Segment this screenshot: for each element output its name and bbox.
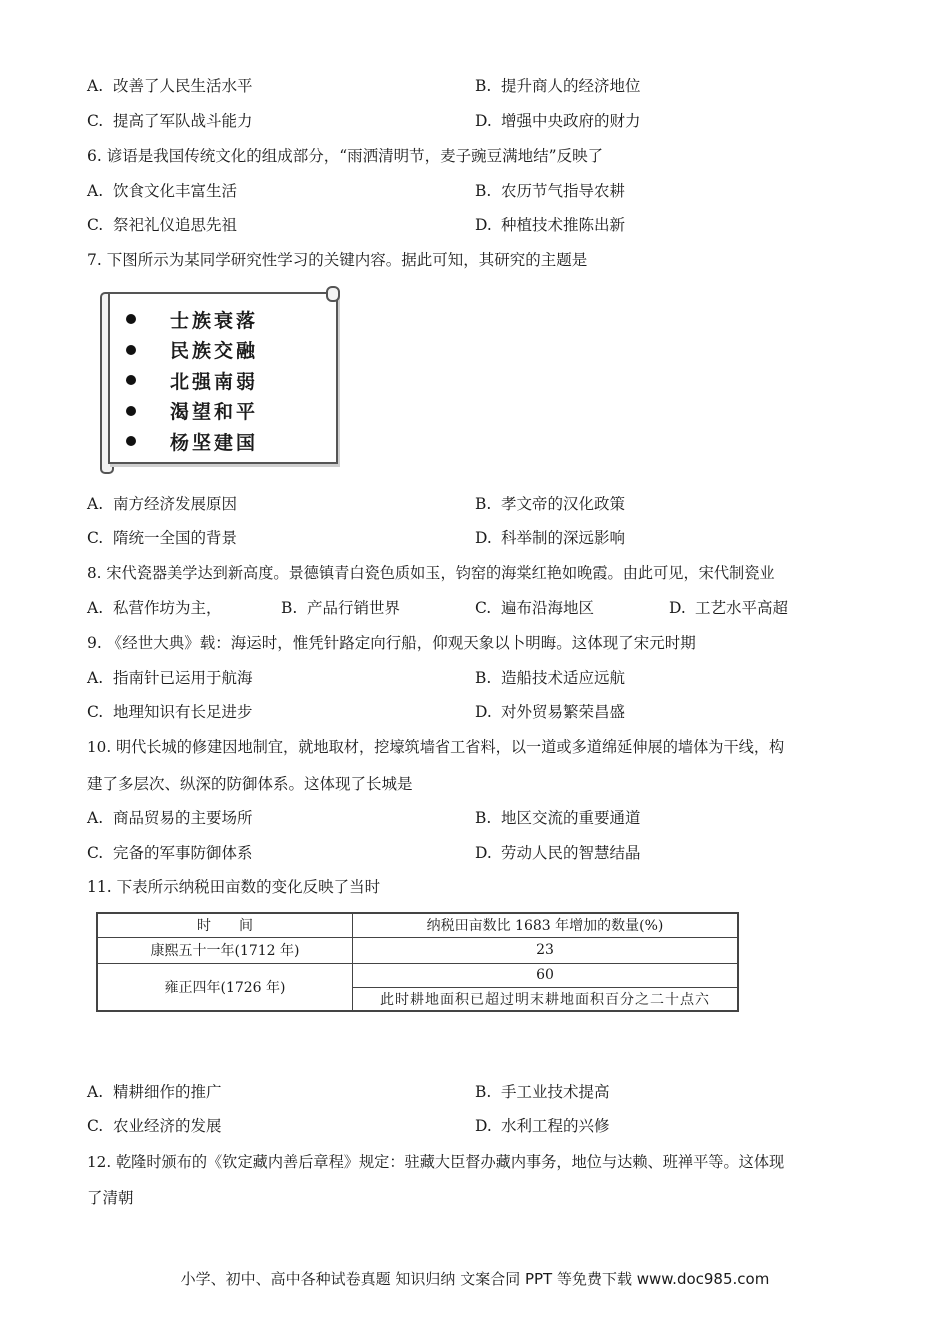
q11-option-d: D. 水利工程的兴修 xyxy=(475,1117,610,1135)
q5-option-a: A. 改善了人民生活水平 xyxy=(87,77,253,95)
q9-option-c: C. 地理知识有长足进步 xyxy=(87,703,253,721)
bullet-icon xyxy=(126,406,136,416)
q5-option-d: D. 增强中央政府的财力 xyxy=(475,112,641,130)
bullet-icon xyxy=(126,345,136,355)
q6-option-d: D. 种植技术推陈出新 xyxy=(475,216,626,234)
q11-option-b: B. 手工业技术提高 xyxy=(475,1083,610,1101)
scroll-roll-right xyxy=(326,286,340,302)
q8-option-c: C. 遍布沿海地区 xyxy=(475,599,595,617)
table-cell-time: 雍正四年(1726 年) xyxy=(97,963,353,1011)
q8-option-d: D. 工艺水平高超 xyxy=(669,599,789,617)
q11-option-c: C. 农业经济的发展 xyxy=(87,1117,222,1135)
scroll-item: 北强南弱 xyxy=(126,365,258,396)
q11-option-a: A. 精耕细作的推广 xyxy=(87,1083,222,1101)
q6-option-a: A. 饮食文化丰富生活 xyxy=(87,182,238,200)
table-cell-value: 23 xyxy=(353,937,739,963)
table-cell-value: 60 xyxy=(353,963,739,987)
table-cell-time: 康熙五十一年(1712 年) xyxy=(97,937,353,963)
tax-land-table xyxy=(96,912,739,1012)
q7-option-a: A. 南方经济发展原因 xyxy=(87,495,238,513)
page-footer: 小学、初中、高中各种试卷真题 知识归纳 文案合同 PPT 等免费下载 www.doc985.com xyxy=(180,1270,770,1288)
bullet-icon xyxy=(126,314,136,324)
q5-option-c: C. 提高了军队战斗能力 xyxy=(87,112,253,130)
q7-option-d: D. 科举制的深远影响 xyxy=(475,529,626,547)
table-row xyxy=(97,963,738,987)
table-cell-note: 此时耕地面积已超过明末耕地面积百分之二十点六 xyxy=(353,987,739,1011)
q9-option-b: B. 造船技术适应远航 xyxy=(475,669,626,687)
q10-stem-line2: 建了多层次、纵深的防御体系。这体现了长城是 xyxy=(87,775,413,793)
q12-stem-line1: 12. 乾隆时颁布的《钦定藏内善后章程》规定：驻藏大臣督办藏内事务，地位与达赖、班禅平等。这体现 xyxy=(87,1153,785,1171)
q7-option-c: C. 隋统一全国的背景 xyxy=(87,529,238,547)
q9-stem: 9. 《经世大典》载：海运时，惟凭针路定向行船，仰观天象以卜明晦。这体现了宋元时期 xyxy=(87,634,696,652)
table-header-value: 纳税田亩数比 1683 年增加的数量(%) xyxy=(353,913,739,937)
scroll-item: 民族交融 xyxy=(126,335,258,366)
table-header-time: 时 间 xyxy=(97,913,353,937)
table-row xyxy=(97,937,738,963)
q7-option-b: B. 孝文帝的汉化政策 xyxy=(475,495,626,513)
scroll-figure xyxy=(98,286,342,474)
q10-stem-line1: 10. 明代长城的修建因地制宜，就地取材，挖壕筑墙省工省料，以一道或多道绵延伸展的墙体为干线，构 xyxy=(87,738,785,756)
q6-option-b: B. 农历节气指导农耕 xyxy=(475,182,626,200)
q6-option-c: C. 祭祀礼仪追思先祖 xyxy=(87,216,238,234)
q10-option-b: B. 地区交流的重要通道 xyxy=(475,809,641,827)
q10-option-a: A. 商品贸易的主要场所 xyxy=(87,809,253,827)
bullet-icon xyxy=(126,436,136,446)
scroll-list xyxy=(126,304,258,457)
q9-option-d: D. 对外贸易繁荣昌盛 xyxy=(475,703,626,721)
q8-option-b: B. 产品行销世界 xyxy=(281,599,401,617)
q5-option-b: B. 提升商人的经济地位 xyxy=(475,77,641,95)
q10-option-d: D. 劳动人民的智慧结晶 xyxy=(475,844,641,862)
scroll-item: 杨坚建国 xyxy=(126,426,258,457)
q7-stem: 7. 下图所示为某同学研究性学习的关键内容。据此可知，其研究的主题是 xyxy=(87,251,588,269)
q12-stem-line2: 了清朝 xyxy=(87,1189,134,1207)
q8-stem: 8. 宋代瓷器美学达到新高度。景德镇青白瓷色质如玉，钧窑的海棠红艳如晚霞。由此可见，宋代制瓷业 xyxy=(87,564,775,582)
q11-stem: 11. 下表所示纳税田亩数的变化反映了当时 xyxy=(87,878,381,896)
q10-option-c: C. 完备的军事防御体系 xyxy=(87,844,253,862)
scroll-item: 渴望和平 xyxy=(126,396,258,427)
q6-stem: 6. 谚语是我国传统文化的组成部分，“雨洒清明节，麦子豌豆满地结”反映了 xyxy=(87,147,604,165)
bullet-icon xyxy=(126,375,136,385)
q9-option-a: A. 指南针已运用于航海 xyxy=(87,669,253,687)
q8-option-a: A. 私营作坊为主， xyxy=(87,599,222,617)
scroll-item: 士族衰落 xyxy=(126,304,258,335)
